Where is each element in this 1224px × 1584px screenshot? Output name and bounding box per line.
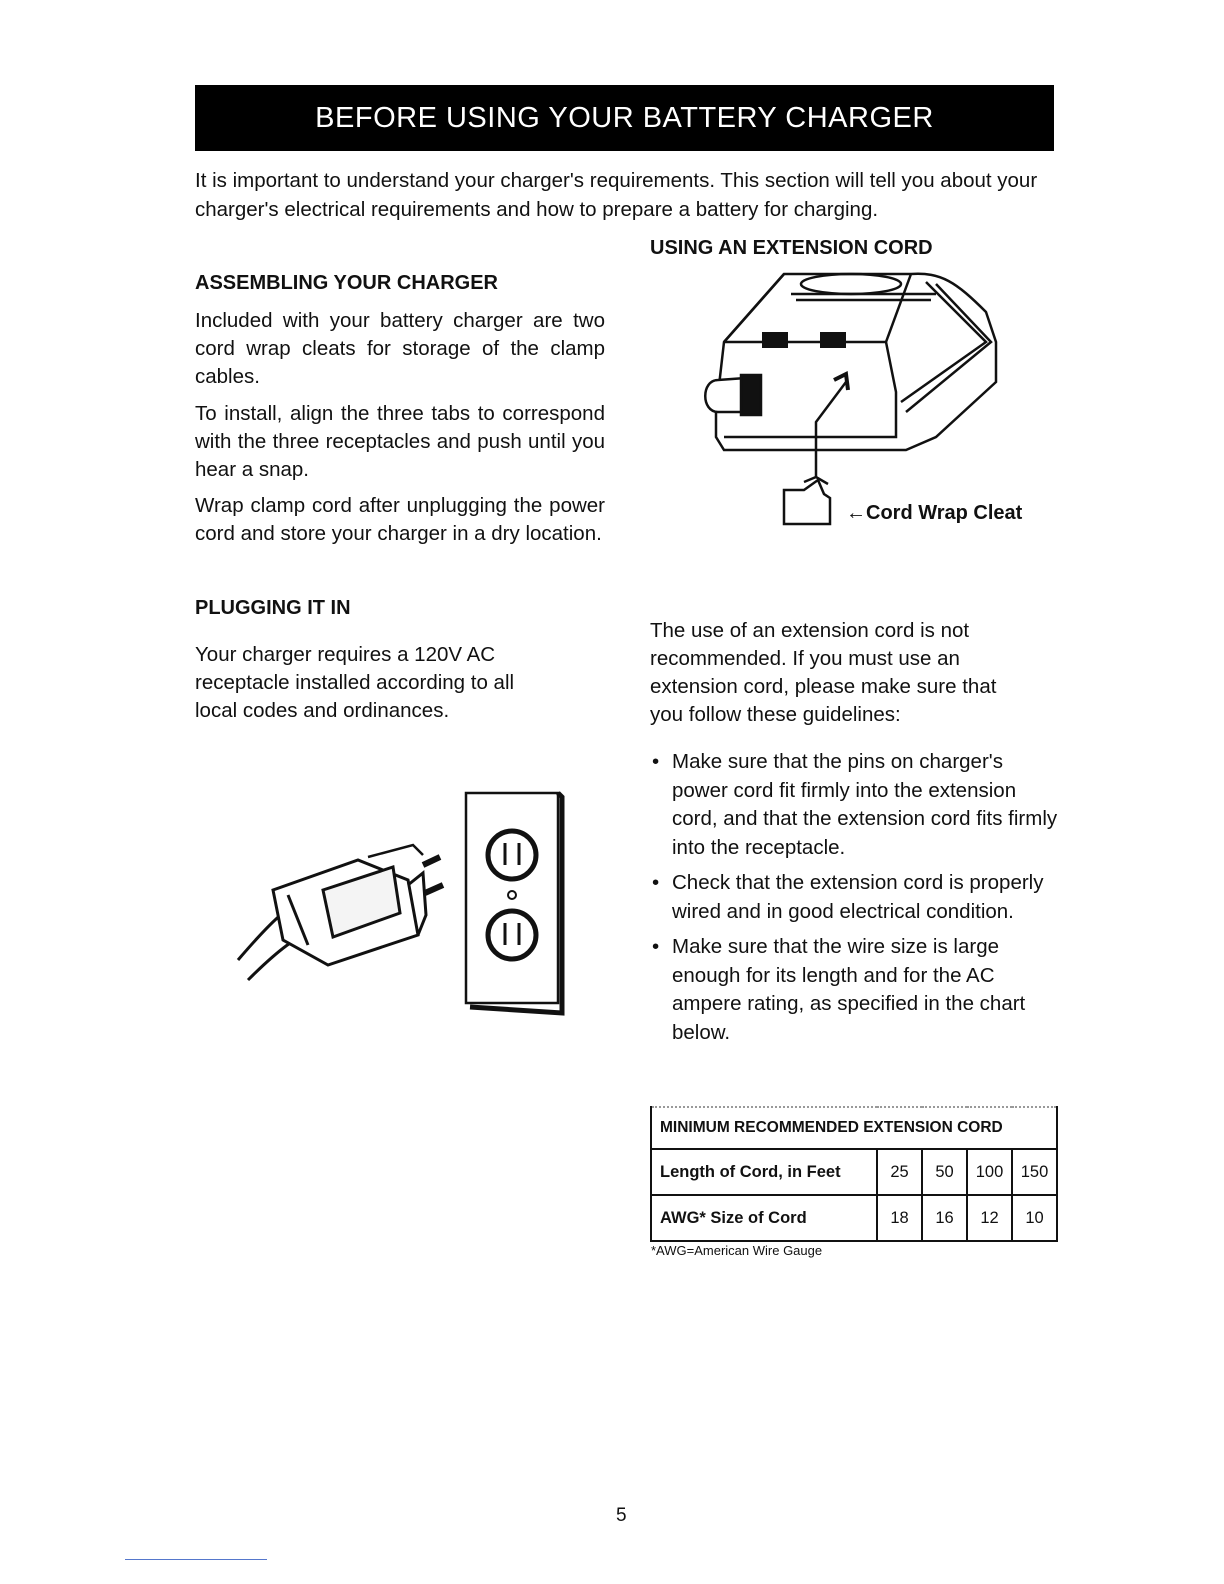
bullet-icon: • <box>652 935 660 958</box>
assembling-paragraph-3: Wrap clamp cord after unplugging the power cord and store your charger in a dry location. <box>195 494 605 545</box>
bottom-rule <box>125 1559 267 1560</box>
cord-wrap-cleat-label: ←Cord Wrap Cleat <box>846 502 1023 524</box>
list-item-text: Check that the extension cord is properly wired and in good electrical condition. <box>672 871 1044 923</box>
table-row <box>651 1149 1057 1195</box>
extension-guidelines <box>650 748 1060 1054</box>
power-plug-icon <box>238 845 443 980</box>
list-item <box>650 933 1060 1047</box>
list-item <box>650 748 1060 862</box>
table-cell: 50 <box>922 1149 967 1195</box>
assembling-heading: ASSEMBLING YOUR CHARGER <box>195 272 498 294</box>
table-cell: 16 <box>922 1195 967 1241</box>
table-row-label: Length of Cord, in Feet <box>651 1149 877 1195</box>
wall-outlet-icon <box>466 793 562 1013</box>
plugging-heading: PLUGGING IT IN <box>195 597 351 619</box>
table-cell: 10 <box>1012 1195 1057 1241</box>
page-number: 5 <box>616 1505 627 1526</box>
list-item-text: Make sure that the wire size is large enough for its length and for the AC ampere rating, as specified in the chart below. <box>672 935 1026 1044</box>
table-cell: 25 <box>877 1149 922 1195</box>
plugging-paragraph: Your charger requires a 120V AC receptacle installed according to all local codes and ordinances. <box>195 643 515 722</box>
bullet-icon: • <box>652 750 660 773</box>
extension-cord-table <box>650 1106 1058 1242</box>
table-row-label: AWG* Size of Cord <box>651 1195 877 1241</box>
table-footnote: *AWG=American Wire Gauge <box>651 1243 823 1258</box>
table-cell: 18 <box>877 1195 922 1241</box>
assembling-paragraph-1: Included with your battery charger are two cord wrap cleats for storage of the clamp cables. <box>195 309 605 388</box>
extension-heading: USING AN EXTENSION CORD <box>650 237 933 259</box>
table-cell: 150 <box>1012 1149 1057 1195</box>
table-title: MINIMUM RECOMMENDED EXTENSION CORD <box>651 1107 1057 1149</box>
battery-charger-icon <box>716 274 996 450</box>
intro-paragraph: It is important to understand your charger's requirements. This section will tell you about your charger's electrical requirements and how to prepare a battery for charging. <box>195 169 1038 221</box>
table-cell: 12 <box>967 1195 1012 1241</box>
extension-paragraph: The use of an extension cord is not recommended. If you must use an extension cord, please make sure that you follow these guidelines: <box>650 619 997 726</box>
page-title-bar <box>195 85 1054 151</box>
table-title-row <box>651 1107 1057 1149</box>
table-cell: 100 <box>967 1149 1012 1195</box>
bullet-icon: • <box>652 871 660 894</box>
page-title: BEFORE USING YOUR BATTERY CHARGER <box>315 101 934 134</box>
plug-outlet-illustration <box>228 785 573 1020</box>
list-item-text: Make sure that the pins on charger's power cord fit firmly into the extension cord, and that the extension cord fits firmly into the receptacle. <box>672 750 1058 859</box>
table-row <box>651 1195 1057 1241</box>
assembling-paragraph-2: To install, align the three tabs to correspond with the three receptacles and push until you hear a snap. <box>195 402 605 481</box>
charger-illustration <box>696 262 1006 537</box>
list-item <box>650 869 1060 926</box>
